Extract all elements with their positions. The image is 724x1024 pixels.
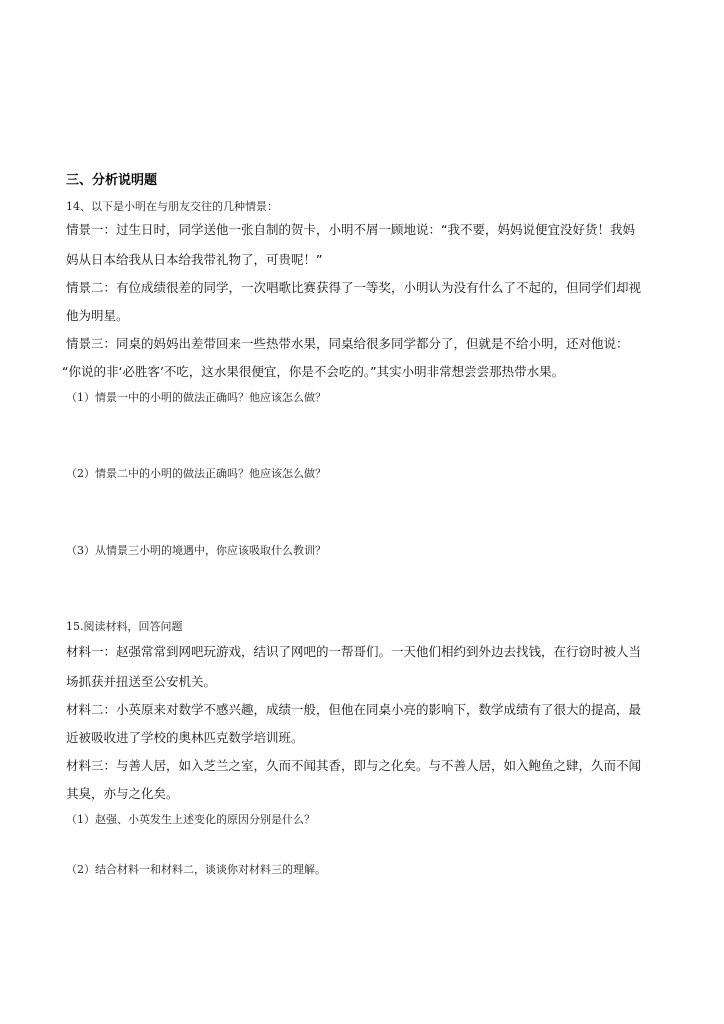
section-title: 三、分析说明题 [66,173,158,188]
q15-material1-line2: 场抓获并扭送至公安机关。 [66,674,217,689]
q15-material2-line1: 材料二：小英原来对数学不感兴趣，成绩一般，但他在同桌小亮的影响下，数学成绩有了很大的提高，最 [66,702,642,717]
q14-sub-question-1: （1）情景一中的小明的做法正确吗？他应该怎么做？ [66,391,326,404]
q14-stem: 14、以下是小明在与朋友交往的几种情景： [66,200,278,213]
q15-sub-question-1: （1）赵强、小英发生上述变化的原因分别是什么？ [66,813,315,826]
q14-scene1-line1: 情景一：过生日时，同学送他一张自制的贺卡，小明不屑一顾地说：“我不要，妈妈说便宜没好货！我妈 [66,222,635,237]
q15-stem: 15.阅读材料，回答问题 [66,620,183,633]
q15-sub-question-2: （2）结合材料一和材料二，谈谈你对材料三的理解。 [66,863,326,876]
q15-material3-line1: 材料三：与善人居，如入芝兰之室，久而不闻其香，即与之化矣。与不善人居，如入鲍鱼之肆，久而不闻 [66,758,642,773]
q14-scene1-line2: 妈从日本给我从日本给我带礼物了，可贵呢！” [66,252,323,267]
q15-material1-line1: 材料一：赵强常常到网吧玩游戏，结识了网吧的一帮哥们。一天他们相约到外边去找钱，在行窃时被人当 [66,644,642,659]
q14-scene2-line1: 情景二：有位成绩很差的同学，一次唱歌比赛获得了一等奖，小明认为没有什么了不起的，但同学们却视 [66,280,642,295]
q14-scene3-line1: 情景三：同桌的妈妈出差带回来一些热带水果，同桌给很多同学都分了，但就是不给小明，还对他说： [66,336,629,351]
q15-material2-line2: 近被吸收进了学校的奥林匹克数学培训班。 [66,730,304,745]
q14-sub-question-3: （3）从情景三小明的境遇中，你应该吸取什么教训？ [66,544,326,557]
q14-sub-question-2: （2）情景二中的小明的做法正确吗？他应该怎么做？ [66,467,326,480]
q14-scene3-line2: “你说的非‘必胜客’不吃，这水果很便宜，你是不会吃的。”其实小明非常想尝尝那热带水果。 [62,364,565,379]
q14-scene2-line2: 他为明星。 [66,308,129,323]
q15-material3-line2: 其臭，亦与之化矣。 [66,786,179,801]
